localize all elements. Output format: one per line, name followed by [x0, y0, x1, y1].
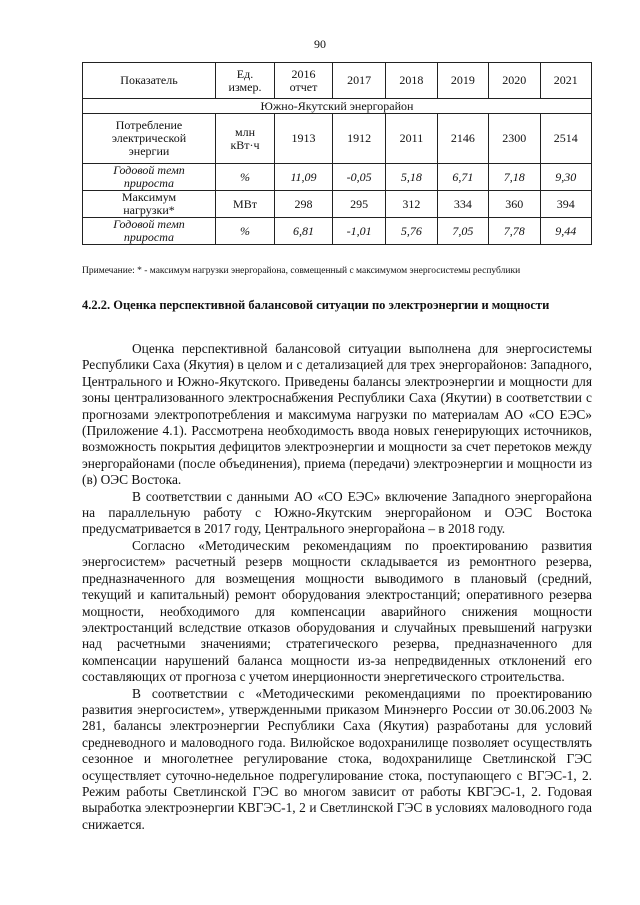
value-cell: 7,18	[489, 164, 540, 191]
header-cell	[216, 63, 275, 99]
value-cell: 5,18	[386, 164, 437, 191]
unit-text: кВт·ч	[230, 137, 260, 152]
table-row	[83, 164, 592, 191]
section-heading: 4.2.2. Оценка перспективной балансовой ситуации по электроэнергии и мощности	[82, 298, 550, 312]
header-text: 2018	[399, 73, 424, 87]
table-note: Примечание: * - максимум нагрузки энергорайона, совмещенный с максимумом энергосистемы республики	[82, 266, 521, 276]
value-cell: 6,71	[437, 164, 488, 191]
indicator-text: прироста	[123, 230, 175, 244]
paragraph: В соответствии с данными АО «СО ЕЭС» включение Западного энергорайона на параллельную работу с Южно-Якутским энергорайоном и ОЭС Востока предусматривается в 2017 году, Центрального энергорайона – в 2018 году.	[82, 488, 592, 537]
value-cell: 394	[540, 191, 591, 218]
header-text: 2019	[450, 73, 475, 87]
value-cell: 1913	[275, 114, 333, 164]
indicator-text: нагрузки*	[123, 203, 175, 217]
value-cell: 334	[437, 191, 488, 218]
indicator-cell	[83, 218, 216, 245]
body-text	[82, 341, 592, 833]
header-cell	[386, 63, 437, 99]
table-header-row	[83, 63, 592, 99]
header-text: Показатель	[120, 73, 178, 87]
indicator-text: энергии	[128, 144, 170, 158]
unit-cell	[216, 114, 275, 164]
header-text: 2021	[553, 73, 578, 87]
table-row	[83, 114, 592, 164]
indicator-cell	[83, 114, 216, 164]
value-cell: 5,76	[386, 218, 437, 245]
header-cell	[83, 63, 216, 99]
header-text: 2016	[291, 66, 316, 81]
indicator-cell	[83, 164, 216, 191]
header-text: 2017	[347, 73, 372, 87]
indicator-cell	[83, 191, 216, 218]
value-cell: 312	[386, 191, 437, 218]
paragraph: Согласно «Методическим рекомендациям по проектированию развития энергосистем» расчетный резерв мощности складывается из ремонтного резерва, предназначенного для возмещения мощности выводимого в плановый (средний, текущий и капитальный) ремонт оборудования электростанций; оперативного резерва мощности, необходимого для компенсации аварийного снижения мощности электростанций вследствие отказов оборудования и случайных превышений нагрузки над расчетными значениями; стратегического резерва, предназначенного для компенсации нарушений баланса мощности из-за непредвиденных отклонений его составляющих от прогноза с учетом инерционности энергетического строительства.	[82, 537, 592, 685]
value-cell: -1,01	[333, 218, 386, 245]
header-text: отчет	[289, 79, 318, 94]
indicator-text: Годовой темп	[113, 163, 185, 177]
value-cell: 360	[489, 191, 540, 218]
value-cell: 2514	[540, 114, 591, 164]
value-cell: 6,81	[275, 218, 333, 245]
table-section-row	[83, 99, 592, 114]
unit-cell: МВт	[216, 191, 275, 218]
header-cell	[540, 63, 591, 99]
paragraph: Оценка перспективной балансовой ситуации выполнена для энергосистемы Республики Саха (Якутия) в целом и с детализацией для трех энергорайонов: Западного, Центрального и Южно-Якутского. Приведены балансы электроэнергии и мощности для зоны централизованного электроснабжения Республики Саха (Якутии) в соответствии с прогнозами электропотребления и максимума нагрузки по материалам АО «СО ЕЭС» (Приложение 4.1). Рассмотрена необходимость ввода новых генерирующих источников, возможность покрытия дефицитов электроэнергии и мощности за счет перетоков между энергорайонами (после объединения), приема (передачи) электроэнергии и мощности из (в) ОЭС Востока.	[82, 341, 592, 488]
indicator-text: Годовой темп	[113, 217, 185, 231]
header-cell	[437, 63, 488, 99]
header-text: 2020	[502, 73, 527, 87]
unit-text: млн	[234, 124, 255, 139]
page-number: 90	[314, 37, 326, 51]
value-cell: 9,44	[540, 218, 591, 245]
value-cell: 298	[275, 191, 333, 218]
indicator-text: Потребление	[115, 118, 183, 132]
forecast-table	[82, 62, 592, 245]
value-cell: 11,09	[275, 164, 333, 191]
paragraph: В соответствии с «Методическими рекомендациями по проектированию развития энергосистем», утвержденными приказом Минэнерго России от 30.06.2003 № 281, балансы электроэнергии Республики Саха (Якутия) разработаны для условий средневодного и маловодного года. Вилюйское водохранилище позволяет осуществлять сезонное и многолетнее регулирование стока, водохранилище Светлинской ГЭС осуществляет суточно-недельное подрегулирование стока, поступающего с ВГЭС-1, 2. Режим работы Светлинской ГЭС во многом зависит от работы КВГЭС-1, 2. Годовая выработка электроэнергии КВГЭС-1, 2 и Светлинской ГЭС в условиях маловодного года снижается.	[82, 685, 592, 832]
indicator-text: прироста	[123, 176, 175, 190]
header-cell	[489, 63, 540, 99]
header-text: измер.	[228, 79, 262, 94]
section-title: Южно-Якутский энергорайон	[83, 99, 592, 114]
header-cell	[275, 63, 333, 99]
header-cell	[333, 63, 386, 99]
header-text: Ед.	[236, 66, 254, 81]
value-cell: 1912	[333, 114, 386, 164]
value-cell: 2300	[489, 114, 540, 164]
value-cell: 7,05	[437, 218, 488, 245]
table-row	[83, 191, 592, 218]
value-cell: -0,05	[333, 164, 386, 191]
value-cell: 295	[333, 191, 386, 218]
table-row	[83, 218, 592, 245]
indicator-text: Максимум	[121, 190, 177, 204]
unit-cell: %	[216, 218, 275, 245]
value-cell: 2011	[386, 114, 437, 164]
value-cell: 2146	[437, 114, 488, 164]
value-cell: 7,78	[489, 218, 540, 245]
indicator-text: электрической	[111, 131, 187, 145]
unit-cell: %	[216, 164, 275, 191]
value-cell: 9,30	[540, 164, 591, 191]
